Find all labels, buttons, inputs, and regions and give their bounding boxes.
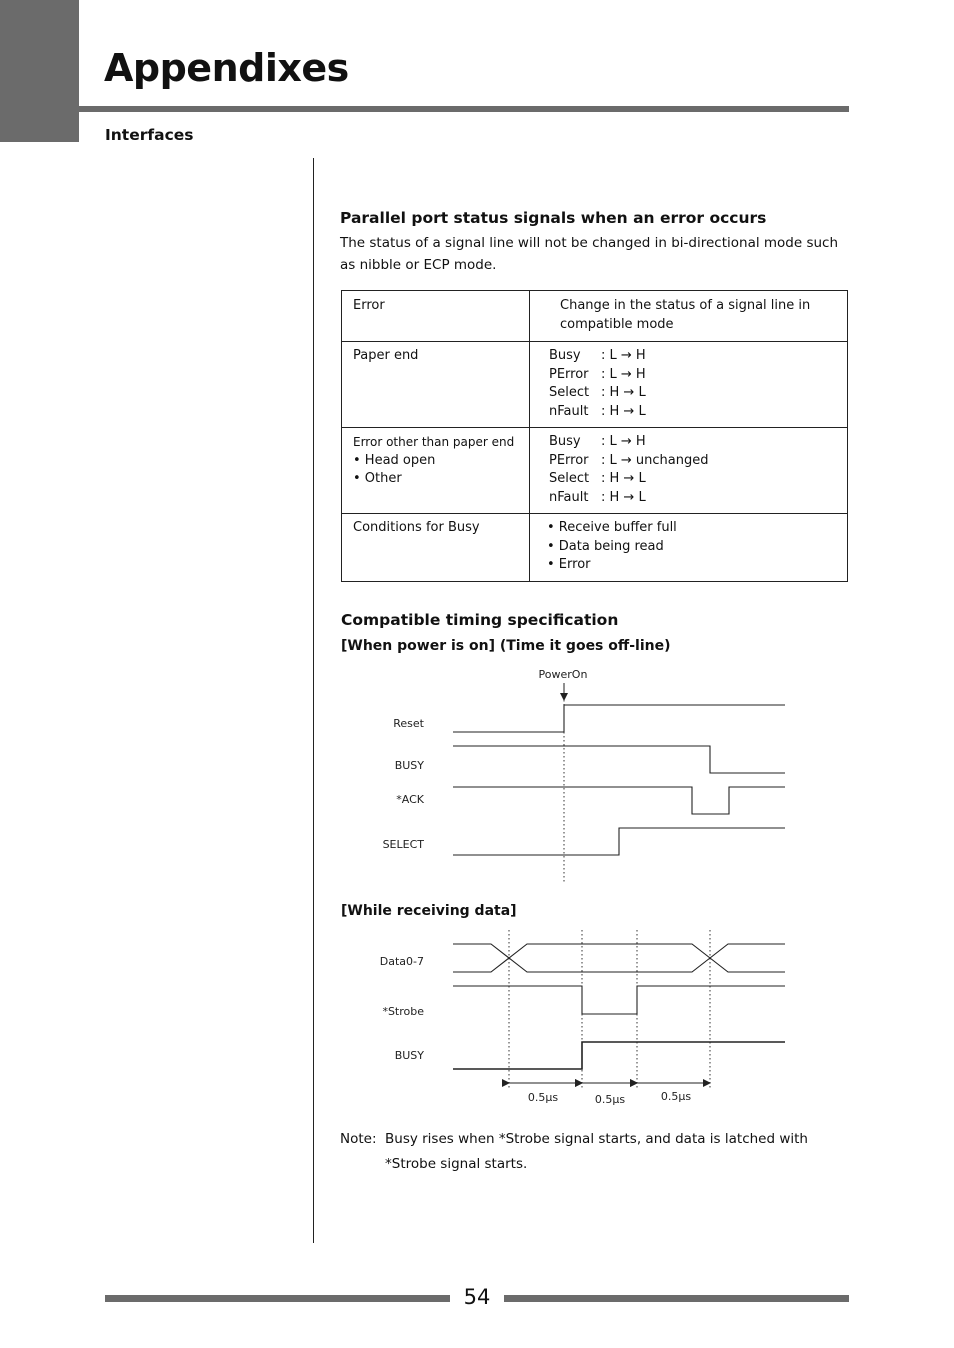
signal-line: PError : L → H: [549, 366, 646, 382]
waveform-ack: [453, 787, 785, 814]
table-header-error: Error: [342, 291, 530, 342]
bullet-item: • Other: [353, 471, 402, 486]
table-header-change: Change in the status of a signal line in compatible mode: [530, 291, 848, 342]
interval-label: 0.5µs: [527, 1091, 559, 1104]
signal-label-strobe: *Strobe: [382, 1005, 424, 1018]
poweron-label: PowerOn: [538, 668, 588, 681]
waveform-strobe: [453, 986, 785, 1014]
signal-line: Select : H → L: [549, 385, 646, 400]
table-cell-error: Conditions for Busy: [342, 514, 530, 582]
signal-label-reset: Reset: [393, 717, 424, 730]
power-on-heading: [When power is on] (Time it goes off-line): [341, 638, 671, 654]
signal-line: nFault : H → L: [549, 489, 646, 505]
status-heading: Parallel port status signals when an error occurs: [340, 209, 767, 227]
signal-label-select: SELECT: [382, 838, 424, 851]
footer-rule-right: [504, 1295, 849, 1302]
page-number: 54: [463, 1285, 491, 1309]
note-text: Busy rises when *Strobe signal starts, and data is latched with *Strobe signal starts.: [385, 1131, 808, 1172]
page-title: Appendixes: [104, 46, 349, 90]
signal-label-busy: BUSY: [394, 759, 424, 772]
receiving-heading: [While receiving data]: [341, 903, 517, 919]
timing-heading: Compatible timing specification: [341, 611, 619, 629]
signal-label-data: Data0-7: [379, 955, 424, 968]
signal-line: PError : L → unchanged: [549, 452, 709, 468]
section-heading: Interfaces: [105, 126, 194, 144]
waveform-busy: [453, 746, 785, 773]
interval-label: 0.5µs: [660, 1090, 692, 1103]
waveform-reset: [453, 705, 785, 732]
signal-line: Select : H → L: [549, 471, 646, 486]
note-label: Note:: [340, 1131, 377, 1147]
status-description: The status of a signal line will not be changed in bi-directional mode such as nibble or ECP mode.: [340, 235, 839, 273]
footer-rule-left: [105, 1295, 450, 1302]
bullet-item: • Error: [547, 557, 591, 572]
bullet-item: • Receive buffer full: [547, 520, 677, 535]
bullet-item: • Head open: [353, 452, 436, 468]
waveform-select: [453, 828, 785, 855]
signal-line: Busy : L → H: [549, 434, 646, 449]
signal-label-busy-2: BUSY: [394, 1049, 424, 1062]
table-cell-error: Error other than paper end • Head open • Other: [342, 428, 530, 514]
table-cell-error: Paper end: [342, 342, 530, 428]
waveform-data: [453, 944, 785, 972]
signal-line: nFault : H → L: [549, 403, 646, 419]
bullet-item: • Data being read: [547, 538, 664, 554]
interval-label: 0.5µs: [594, 1093, 626, 1106]
waveform-busy-2: [453, 1042, 785, 1069]
signal-line: Busy : L → H: [549, 348, 646, 363]
signal-label-ack: *ACK: [396, 793, 424, 806]
